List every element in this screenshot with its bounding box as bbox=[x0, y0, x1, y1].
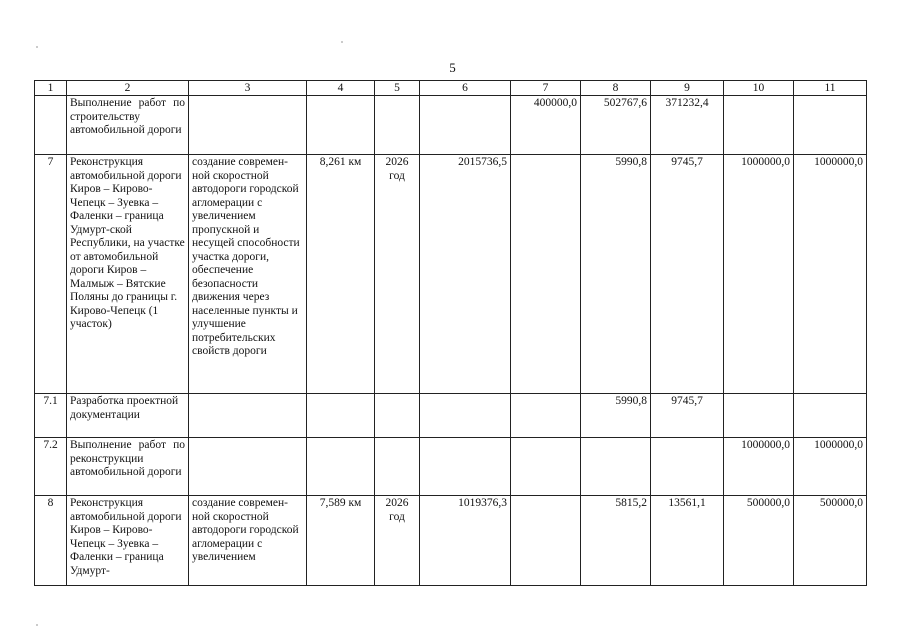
value-col8: 502767,6 bbox=[581, 96, 651, 155]
value-col6: 1019376,3 bbox=[420, 496, 511, 586]
column-header: 3 bbox=[189, 81, 307, 96]
length bbox=[307, 394, 375, 438]
column-number-row bbox=[35, 81, 867, 96]
row-number: 7.1 bbox=[35, 394, 67, 438]
row-number: 7 bbox=[35, 155, 67, 394]
purpose bbox=[189, 96, 307, 155]
column-header: 10 bbox=[724, 81, 794, 96]
value-col6 bbox=[420, 96, 511, 155]
value-col9: 9745,7 bbox=[651, 394, 724, 438]
row-number: 7.2 bbox=[35, 438, 67, 496]
length: 7,589 км bbox=[307, 496, 375, 586]
value-col9 bbox=[651, 438, 724, 496]
column-header: 9 bbox=[651, 81, 724, 96]
length: 8,261 км bbox=[307, 155, 375, 394]
value-col11: 1000000,0 bbox=[794, 438, 867, 496]
column-header: 5 bbox=[375, 81, 420, 96]
object-name: Разработка проектной документации bbox=[67, 394, 189, 438]
value-col8: 5990,8 bbox=[581, 155, 651, 394]
page-number: 5 bbox=[449, 60, 456, 75]
value-col9: 371232,4 bbox=[651, 96, 724, 155]
value-col10 bbox=[724, 96, 794, 155]
value-col11: 500000,0 bbox=[794, 496, 867, 586]
purpose: создание современ-ной скоростной автодороги городской агломерации с увеличением bbox=[189, 496, 307, 586]
scan-speck bbox=[36, 46, 38, 48]
purpose: создание современ-ной скоростной автодороги городской агломерации с увеличением пропускной и несущей способности участка дороги, обеспечение безопасности движения через населенные пункты и улучшение потребительских свойств дороги bbox=[189, 155, 307, 394]
scan-speck bbox=[36, 624, 38, 626]
value-col6 bbox=[420, 438, 511, 496]
value-col11 bbox=[794, 394, 867, 438]
table-row bbox=[35, 155, 867, 394]
column-header: 7 bbox=[511, 81, 581, 96]
row-number bbox=[35, 96, 67, 155]
column-header: 2 bbox=[67, 81, 189, 96]
value-col10: 1000000,0 bbox=[724, 438, 794, 496]
value-col10 bbox=[724, 394, 794, 438]
object-name: Выполнение работ по строительству автомобильной дороги bbox=[67, 96, 189, 155]
object-name: Выполнение работ по реконструкции автомобильной дороги bbox=[67, 438, 189, 496]
purpose bbox=[189, 438, 307, 496]
value-col7: 400000,0 bbox=[511, 96, 581, 155]
value-col11 bbox=[794, 96, 867, 155]
value-col10: 500000,0 bbox=[724, 496, 794, 586]
value-col10: 1000000,0 bbox=[724, 155, 794, 394]
value-col8: 5990,8 bbox=[581, 394, 651, 438]
length bbox=[307, 438, 375, 496]
value-col6: 2015736,5 bbox=[420, 155, 511, 394]
value-col11: 1000000,0 bbox=[794, 155, 867, 394]
value-col9: 13561,1 bbox=[651, 496, 724, 586]
year: 2026 год bbox=[375, 155, 420, 394]
program-table bbox=[34, 80, 867, 586]
column-header: 11 bbox=[794, 81, 867, 96]
scan-speck bbox=[341, 41, 343, 43]
value-col7 bbox=[511, 155, 581, 394]
year bbox=[375, 438, 420, 496]
purpose bbox=[189, 394, 307, 438]
value-col8: 5815,2 bbox=[581, 496, 651, 586]
year: 2026 год bbox=[375, 496, 420, 586]
year bbox=[375, 394, 420, 438]
table-row bbox=[35, 438, 867, 496]
table-row bbox=[35, 96, 867, 155]
column-header: 4 bbox=[307, 81, 375, 96]
year bbox=[375, 96, 420, 155]
value-col9: 9745,7 bbox=[651, 155, 724, 394]
column-header: 8 bbox=[581, 81, 651, 96]
value-col7 bbox=[511, 438, 581, 496]
object-name: Реконструкция автомобильной дороги Киров – Кирово-Чепецк – Зуевка – Фаленки – граница Удмурт-ской Республики, на участке от автомобильной дороги Киров – Малмыж – Вятские Поляны до границы г. Кирово-Чепецк (1 участок) bbox=[67, 155, 189, 394]
value-col8 bbox=[581, 438, 651, 496]
column-header: 1 bbox=[35, 81, 67, 96]
column-header: 6 bbox=[420, 81, 511, 96]
object-name: Реконструкция автомобильной дороги Киров – Кирово-Чепецк – Зуевка – Фаленки – граница Удмурт- bbox=[67, 496, 189, 586]
value-col7 bbox=[511, 496, 581, 586]
value-col6 bbox=[420, 394, 511, 438]
length bbox=[307, 96, 375, 155]
row-number: 8 bbox=[35, 496, 67, 586]
table-row bbox=[35, 496, 867, 586]
table-row bbox=[35, 394, 867, 438]
value-col7 bbox=[511, 394, 581, 438]
